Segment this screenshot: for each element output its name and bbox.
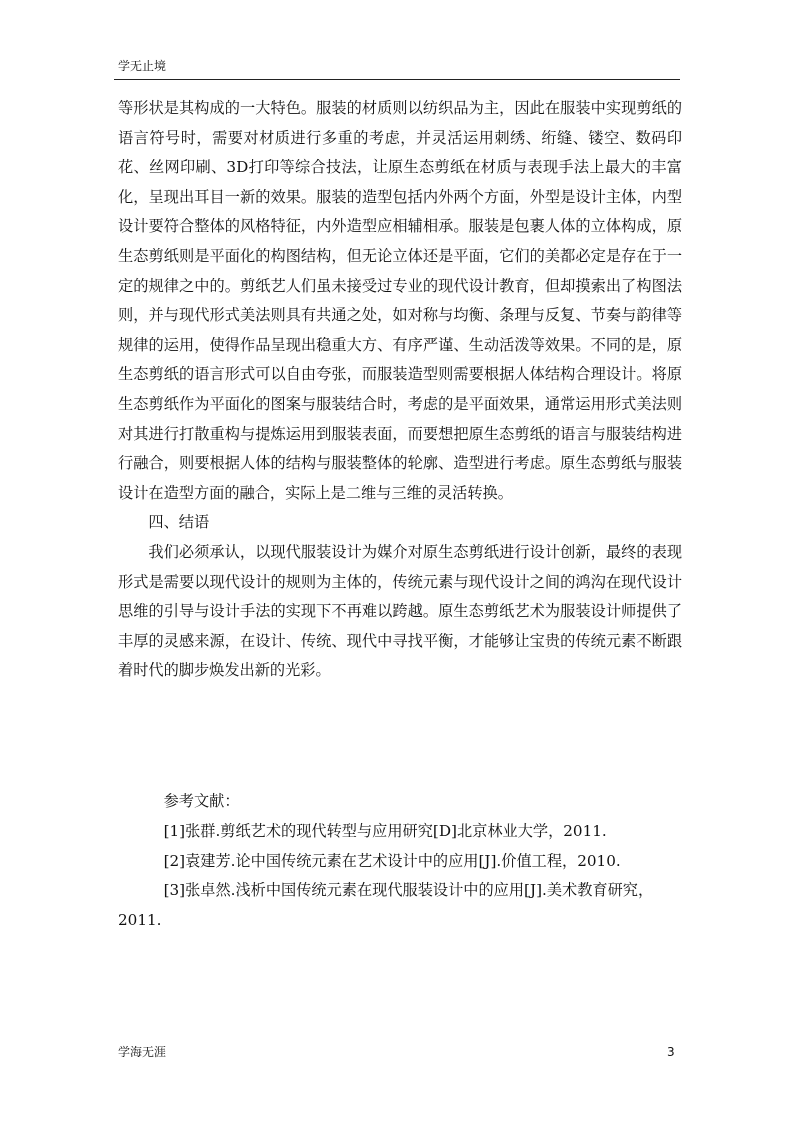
reference-item-2: [2]袁建芳.论中国传统元素在艺术设计中的应用[J].价值工程，2010. (163, 851, 621, 870)
reference-item-1: [1]张群.剪纸艺术的现代转型与应用研究[D]北京林业大学，2011. (163, 821, 607, 840)
header-divider (114, 79, 680, 80)
section-heading-conclusion: 四、结语 (148, 513, 210, 532)
main-text (118, 94, 682, 686)
body-paragraph-conclusion: 我们必须承认，以现代服装设计为媒介对原生态剪纸进行设计创新，最终的表现形式是需要以现代设计的规则为主体的，传统元素与现代设计之间的鸿沟在现代设计思维的引导与设计手法的实现下不再难以跨越。原生态剪纸艺术为服装设计师提供了丰厚的灵感来源，在设计、传统、现代中寻找平衡，才能够让宝贵的传统元素不断跟着时代的脚步焕发出新的光彩。 (118, 542, 682, 680)
page-footer: 学海无涯 (118, 1045, 167, 1059)
reference-item-3: [3]张卓然.浅析中国传统元素在现代服装设计中的应用[J].美术教育研究，2011. (118, 881, 654, 930)
body-paragraph-continued: 等形状是其构成的一大特色。服装的材质则以纺织品为主，因此在服装中实现剪纸的语言符号时，需要对材质进行多重的考虑，并灵活运用刺绣、绗缝、镂空、数码印花、丝网印刷、3D打印等综合技法，让原生态剪纸在材质与表现手法上最大的丰富化，呈现出耳目一新的效果。服装的造型包括内外两个方面，外型是设计主体，内型设计要符合整体的风格特征，内外造型应相辅相承。服装是包裹人体的立体构成，原生态剪纸则是平面化的构图结构，但无论立体还是平面，它们的美都必定是存在于一定的规律之中的。剪纸艺人们虽未接受过专业的现代设计教育，但却摸索出了构图法则，并与现代形式美法则具有共通之处，如对称与均衡、条理与反复、节奏与韵律等规律的运用，使得作品呈现出稳重大方、有序严谨、生动活泼等效果。不同的是，原生态剪纸的语言形式可以自由夸张，而服装造型则需要根据人体结构合理设计。将原生态剪纸作为平面化的图案与服装结合时，考虑的是平面效果，通常运用形式美法则对其进行打散重构与提炼运用到服装表面，而要想把原生态剪纸的语言与服装结构进行融合，则要根据人体的结构与服装整体的轮廓、造型进行考虑。原生态剪纸与服装设计在造型方面的融合，实际上是二维与三维的灵活转换。 (118, 99, 682, 502)
page-header: 学无止境 (118, 59, 167, 73)
references-title: 参考文献： (163, 792, 240, 810)
page-number: 3 (667, 1045, 675, 1059)
references-section (118, 787, 688, 936)
